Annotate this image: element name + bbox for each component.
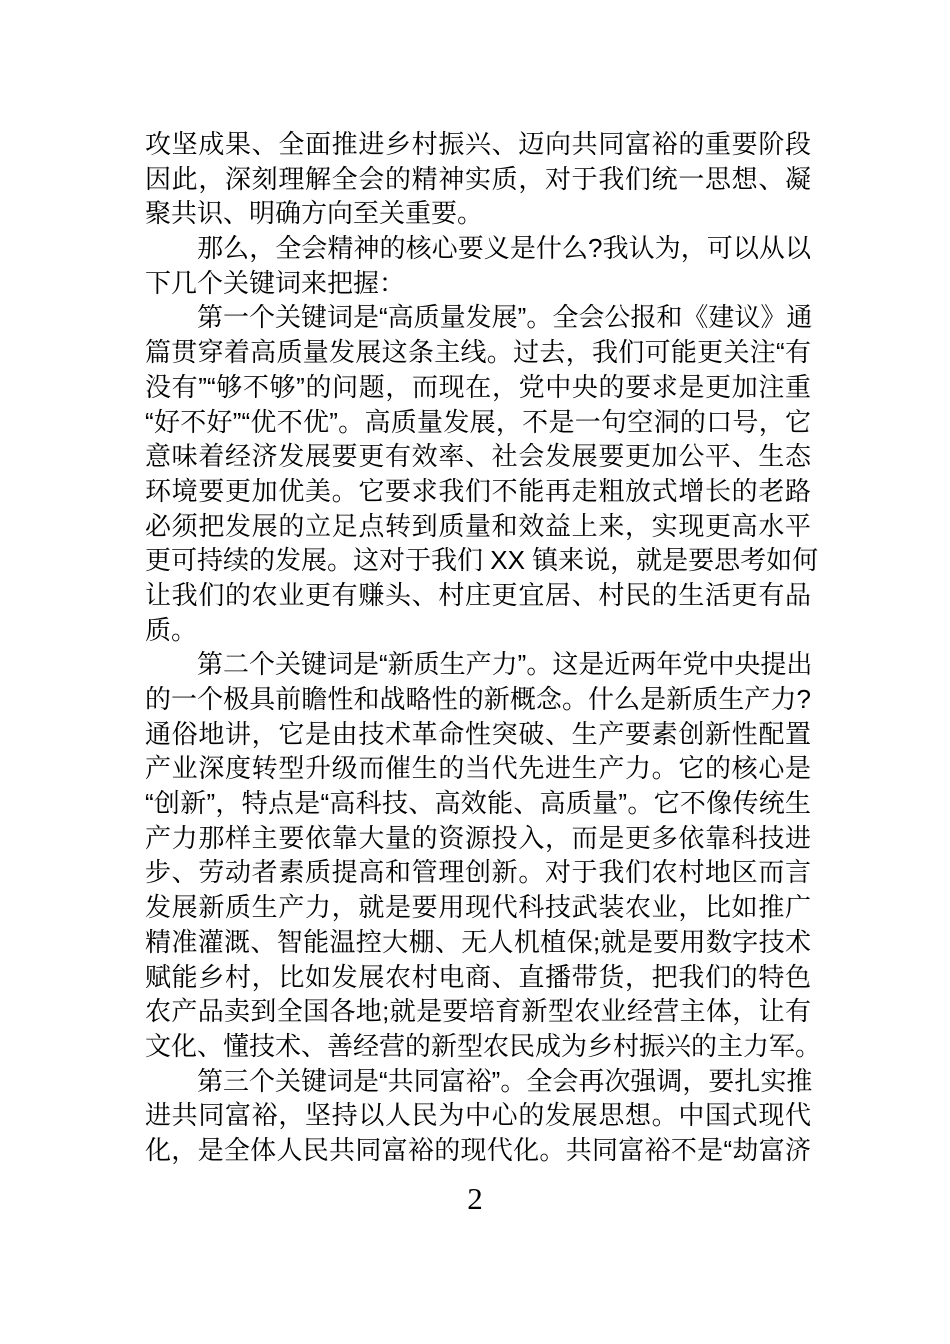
text-line: 的一个极具前瞻性和战略性的新概念。什么是新质生产力?	[145, 684, 811, 714]
text-line: 第二个关键词是“新质生产力”。这是近两年党中央提出	[145, 649, 813, 680]
text-line: 下几个关键词来把握：	[145, 267, 406, 298]
text-line: “好不好”“优不优”。高质量发展，不是一句空洞的口号，它	[145, 406, 811, 437]
text-line: 质。	[145, 614, 198, 645]
text-line: 那么，全会精神的核心要义是什么?我认为，可以从以	[145, 233, 811, 264]
text-line: 没有”“够不够”的问题，而现在，党中央的要求是更加注重	[145, 371, 811, 402]
text-line: 化，是全体人民共同富裕的现代化。共同富裕不是“劫富济	[145, 1134, 811, 1165]
text-line: 精准灌溉、智能温控大棚、无人机植保;就是要用数字技术	[145, 926, 811, 957]
text-line: 让我们的农业更有赚头、村庄更宜居、村民的生活更有品	[145, 579, 811, 610]
text-line: 意味着经济发展要更有效率、社会发展要更加公平、生态	[145, 441, 811, 472]
text-line: 因此，深刻理解全会的精神实质，对于我们统一思想、凝	[145, 163, 811, 194]
page-number: 2	[467, 1181, 483, 1216]
text-line: 通俗地讲，它是由技术革命性突破、生产要素创新性配置	[145, 718, 811, 749]
text-line: 更可持续的发展。这对于我们 XX 镇来说，就是要思考如何	[145, 545, 819, 576]
text-line: 步、劳动者素质提高和管理创新。对于我们农村地区而言	[145, 857, 811, 888]
text-line: 赋能乡村，比如发展农村电商、直播带货，把我们的特色	[145, 961, 811, 992]
text-line: “创新”，特点是“高科技、高效能、高质量”。它不像传统生	[145, 788, 811, 819]
text-line: 篇贯穿着高质量发展这条主线。过去，我们可能更关注“有	[145, 337, 811, 368]
text-line: 必须把发展的立足点转到质量和效益上来，实现更高水平	[145, 510, 811, 541]
text-line: 文化、懂技术、善经营的新型农民成为乡村振兴的主力军。	[145, 1030, 822, 1061]
text-line: 环境要更加优美。它要求我们不能再走粗放式增长的老路	[145, 475, 811, 506]
text-line: 攻坚成果、全面推进乡村振兴、迈向共同富裕的重要阶段	[145, 129, 811, 159]
text-line: 第三个关键词是“共同富裕”。全会再次强调，要扎实推	[145, 1065, 813, 1096]
text-line: 产业深度转型升级而催生的当代先进生产力。它的核心是	[145, 753, 811, 784]
text-line: 农产品卖到全国各地;就是要培育新型农业经营主体，让有	[145, 996, 811, 1027]
document-body	[145, 127, 822, 1168]
text-line: 发展新质生产力，就是要用现代科技武装农业，比如推广	[145, 892, 811, 923]
text-line: 进共同富裕，坚持以人民为中心的发展思想。中国式现代	[145, 1100, 811, 1131]
text-line: 第一个关键词是“高质量发展”。全会公报和《建议》通	[145, 302, 813, 333]
text-line: 产力那样主要依靠大量的资源投入，而是更多依靠科技进	[145, 822, 811, 853]
text-line: 聚共识、明确方向至关重要。	[145, 198, 484, 229]
